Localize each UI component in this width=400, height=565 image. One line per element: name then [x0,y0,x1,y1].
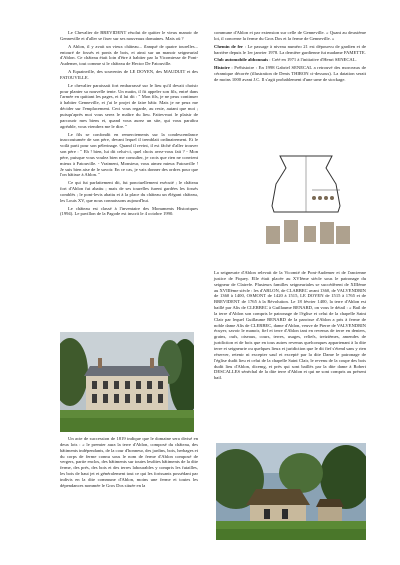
paragraph: Le château est classé à l'inventaire des Monuments Historiques (1994). Le pavillon de la Pagode est inscrit le 4 octobre 1990. [60,205,198,217]
left-column-bottom [60,436,198,491]
ceramic-urn-drawing [262,150,354,266]
right-column-lower [214,270,366,383]
paragraph [214,57,366,63]
section-text: : Créé en 1971 à l'initiative d'Henri SENECAL. [268,57,357,63]
paragraph: Ce qui fut parfaitement dit, fut ponctuellement exécuté ; le château fort d'Ablon fut abattu ; mais de ses tourelles furent gardées les fossés comblés ; le pont-levis abattu et à la place du château un élégant château, les Louis XV, que nous connaissons aujourd'hui. [60,180,198,203]
section-text: : Le passage à niveau numéro 21 est dépourvu de gardien et de barrière depuis le 1er janvier 1978. La dernière gardienne fut madame FAMETTE. [214,43,366,55]
farm-photo [216,443,366,540]
section-label: Club automobile abbonnais [214,57,269,63]
paragraph: commune d'Ablon et par extension sur celle de Genneville. « Quant au deuxième lot, il concerne la ferme du Gros Dos et la ferme de Genneville. » [214,30,366,41]
paragraph: Un acte de succession de 1819 indique que le domaine sera divisé en deux lots : « le premier aura la terre d'Ablon, composé du château, des bâtiments indépendants, de la cour d'honneur, des jardins, bois, herbages et du corps de ferme connu sous le nom de ferme d'Ablon composé de vergers, partie enclos, des bâtiments sur toutes lesdites bâtiments de la dite ferme, des prés, des bois et des terres labourables y compris les futailles, les bois de haut jet et généralement tout ce qui les forissants possédant par indivis en la dite commune d'Ablon, moins une ferme et toutes les dépendances nommée le Gros Dos située en la [60,436,198,488]
right-column [214,30,366,85]
left-column [60,30,198,219]
paragraph [214,65,366,83]
section-text: : Préhistoire : En 1998 Gabriel SENECAL a retrouvé des morceaux de céramique décorée (illustration de Denis THIRON ci-dessous). La datation serait de moins 1000 avant J.C. Il s'agit probablement d'une urne de stockage. [214,65,366,82]
paragraph: Le Chevalier de BREVIDENT résolut de quitter le vieux manoir de Genneville et d'aller se fixer sur ses nouveaux domaines. Mais où ? [60,30,198,41]
paragraph: A Ablon, il y avait un vieux château... flanqué de quatre tourelles... entouré de fossés et ponts de bois, et ainsi sur un manoir seigneurial d'Ablon. Ce château était loin d'être à habiter par la Vicomtesse de Pont-Audemer, tout comme si le château de Hector De Fatouville. [60,43,198,67]
section-label: Histoire [214,65,230,71]
paragraph: A Equainville, des souvenirs de LE DOYEN, des MAUDUIT et des FATOUVILLE. [60,69,198,80]
chateau-photo [60,332,194,432]
paragraph [214,44,366,56]
paragraph: Le fils se confondit en remerciements sur la condescendance inaccoutumée de son père, devant lequel il tremblait ordinairement. Et le voilà parti pour son pèlerinage. Quand il revint, il est fâché d'aller trouver son père : " Eh ! bien, lui dit celui-ci, quel choix avez-vous fait ? - Mon père, puisque vous voulez bien me consulter, je crois que rien ne convient mieux à Fatouville. - Vraiment, Monsieur, vous aimez mieux Fatouville ! Je suis bien aise de le savoir. En ce cas, je vais donner des ordres pour que l'on bâtisse à Ablon. " [60,131,198,178]
section-label: Chemin de fer [214,43,244,49]
paragraph: La seigneurie d'Ablon relevait de la Vicomté de Pont-Audemer et de l'ancienne justice de Fiquey. Elle était placée au XVIème siècle sous le patronage du seigneur de Clairefe. Plusieurs familles seigneuriales se succédèrent de XIIIème au XVIIIème siècle : les d'ABLON, de CLARBEC avant 1360, de VALVENDRIN de 1360 à 1400, OSMONT de 1420 à 1515, LE DOYEN de 1515 à 1765 et de BREVIDENT de 1765 à la Révolution. Le 18 février 1400, la terre d'Ablon est baillé par Alis de CLERBEC à Guillaume BENARD, on vous le détail : « Bail de la terre d'Ablon son compris le patronage de l'église et celui de la chapelle Saint Clair par lequel Guillaume BENARD de la paroisse d'Ablon a pris à ferme de noble dame Alis de CLERBEC, dame d'Ablon, veuve de Pierre de VALVENDRIN écuyer, savoir le manoir, fief et terre d'Ablon tant en revenus de terre en deniers, grains, oufs, oiseaux, cours, terres, usages, reliefs, treizièmes, amendes de juridiction et de bois que en tous autres revenus quelconques appartenant à la dite terre et seigneurie ou quelques lieux et juridiction que le dit fief s'étend sans y rien réserver, retenir ni excepter sauf et excepté par la dite Dame le patronage de l'église dudit lieu et celui de la chapelle Saint Clair, le revenu de la coupe des bois dudit lieu d'Ablon, dicemg, et près qui sont baillés par la dite dame à Robert DESCALLES sénéchal de la dite terre d'Ablon et qui ne sont compris au présent bail. [214,270,366,381]
paragraph: Le chevalier paraissait fort embarrassé sur le lieu qu'il devait choisir pour planter sa nouvelle tente. Un matin, il fit appeler son fils, entré dans l'armée en quittant les pages, et il lui dit : " Mon fils, je ne peux continuer à habiter Genneville, et j'ai le projet de faire bâtir. Mais je ne peux me décider sur l'emplacement. Ceci vous regarde, au reste, autant que moi ; puisqu'après moi vous serez le maître du lieu. Faites-moi le plaisir de parcourir mes biens et, quand vous aurez un site, qui vous paraîtra agréable, vous viendrez me le dire. " [60,82,198,129]
